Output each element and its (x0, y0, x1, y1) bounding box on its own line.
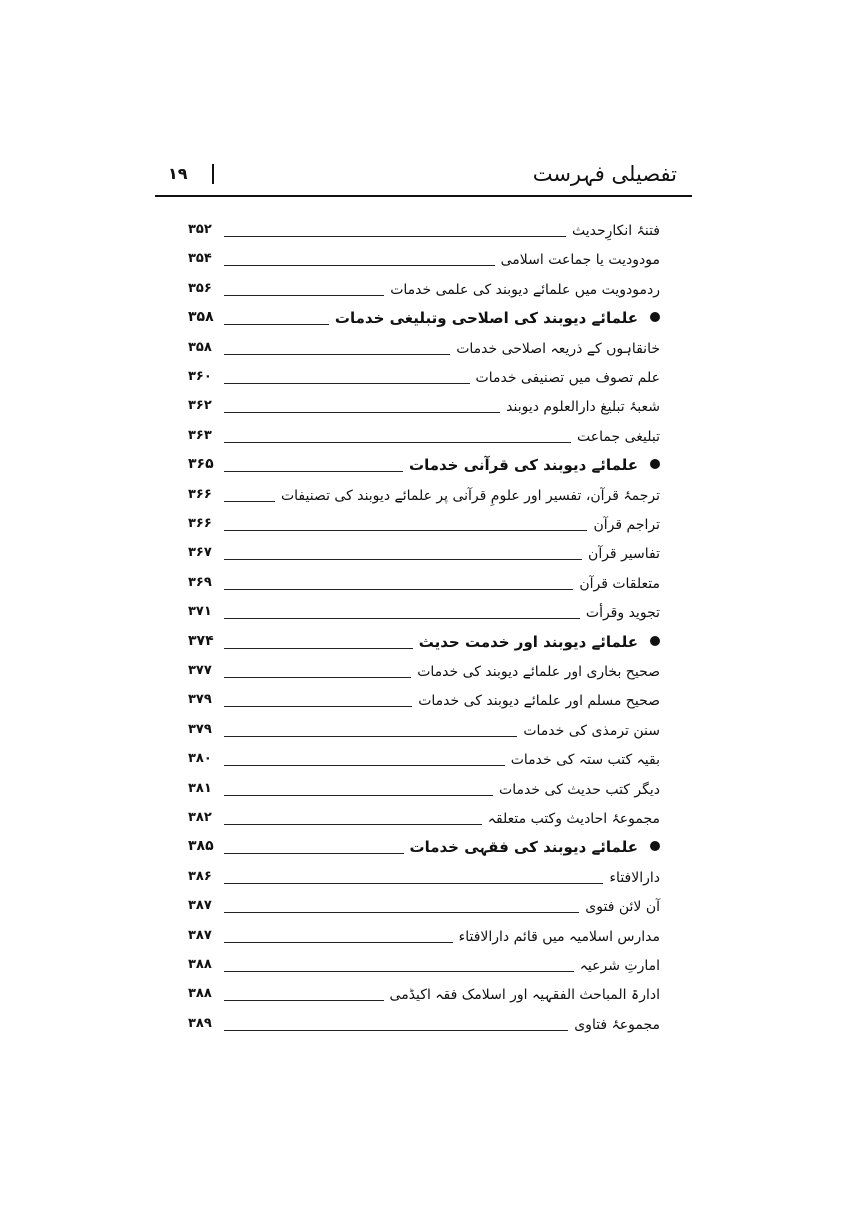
toc-page-number: ۳۵۸ (188, 309, 214, 326)
toc-entry[interactable] (180, 389, 660, 417)
toc-entry[interactable] (180, 595, 660, 623)
toc-leader-line (224, 853, 404, 854)
bullet-icon (650, 841, 660, 851)
toc-page-number: ۳۶۲ (188, 398, 212, 414)
toc-leader-line (224, 1000, 384, 1001)
toc-page-number: ۳۶۷ (188, 545, 212, 561)
toc-page-number: ۳۸۸ (188, 957, 212, 972)
toc-entry[interactable] (180, 977, 660, 1005)
toc-leader-line (224, 559, 582, 560)
toc-page-number: ۳۵۶ (188, 280, 212, 296)
toc-leader-line (224, 383, 470, 384)
toc-entry-title: فتنۂ انکارِحدیث (572, 223, 660, 239)
toc-entry-title: علم تصوف میں تصنیفی خدمات (475, 370, 660, 386)
toc-entry-title: صحیح مسلم اور علمائے دیوبند کی خدمات (418, 693, 660, 710)
toc-entry-title: دارالافتاء (609, 869, 660, 886)
toc-leader-line (224, 324, 329, 325)
toc-page-number: ۳۸۵ (188, 838, 214, 855)
toc-entry[interactable] (180, 801, 660, 829)
bullet-icon (650, 459, 660, 469)
toc-entry-title: صحیح بخاری اور علمائے دیوبند کی خدمات (417, 664, 660, 680)
toc-entry-title: ردمودویت میں علمائے دیوبند کی علمی خدمات (390, 281, 660, 298)
toc-entry-title: علمائے دیوبند کی قرآنی خدمات (409, 456, 638, 475)
toc-page-number: ۳۸۷ (188, 898, 212, 914)
toc-entry[interactable] (180, 683, 660, 711)
toc-page-number: ۳۷۱ (188, 604, 212, 620)
toc-leader-line (224, 412, 500, 413)
toc-entry[interactable] (180, 713, 660, 741)
toc-leader-line (224, 912, 579, 913)
toc-page-number: ۳۶۳ (188, 427, 212, 443)
toc-leader-line (224, 971, 574, 972)
toc-leader-line (224, 295, 384, 296)
toc-entry[interactable] (180, 360, 660, 388)
toc-page-number: ۳۵۴ (188, 251, 212, 267)
toc-entry[interactable] (180, 654, 660, 682)
toc-entry-title: آن لائن فتوی (585, 899, 660, 916)
toc-entry-title: مجموعۂ فتاوی (574, 1016, 660, 1033)
toc-leader-line (224, 795, 493, 796)
toc-page-number: ۳۷۴ (188, 632, 214, 649)
toc-entry[interactable] (180, 860, 660, 888)
toc-leader-line (224, 530, 587, 531)
toc-entry[interactable] (180, 919, 660, 947)
header-page-number: ۱۹ (168, 164, 188, 183)
toc-leader-line (224, 1030, 568, 1031)
toc-page-number: ۳۶۰ (188, 369, 212, 384)
bullet-icon (650, 312, 660, 322)
toc-entry-title: شعبۂ تبلیغ دارالعلوم دیوبند (506, 399, 660, 416)
toc-entry-title: تجوید وقرأت (585, 605, 660, 622)
toc-entry[interactable] (180, 507, 660, 535)
toc-entry[interactable] (180, 478, 660, 506)
bullet-icon (650, 636, 660, 646)
toc-entry[interactable] (180, 1007, 660, 1035)
toc-entry[interactable] (180, 889, 660, 917)
toc-page-number: ۳۸۶ (188, 868, 212, 884)
toc-entry-title: علمائے دیوبند اور خدمت حدیث (418, 632, 638, 651)
toc-page-number: ۳۶۵ (188, 456, 214, 473)
toc-entry[interactable] (180, 213, 660, 241)
toc-entry-title: سنن ترمذی کی خدمات (523, 722, 660, 739)
toc-page-number: ۳۶۹ (188, 574, 212, 590)
toc-entry-title: مدارس اسلامیہ میں قائم دارالافتاء (458, 928, 660, 945)
toc-entry[interactable] (180, 772, 660, 800)
header-title: تفصیلی فہرست (532, 162, 677, 186)
toc-page-number: ۳۸۲ (188, 810, 212, 825)
toc-page-number: ۳۷۹ (188, 692, 212, 708)
toc-entry[interactable] (180, 242, 660, 270)
toc-entry-title: امارتِ شرعیہ (579, 958, 660, 974)
toc-leader-line (224, 442, 571, 443)
toc-entry-title: بقیہ کتب ستہ کی خدمات (510, 752, 660, 769)
toc-leader-line (224, 883, 603, 884)
toc-entry[interactable] (180, 331, 660, 359)
toc-page-number: ۳۵۲ (188, 222, 212, 237)
toc-leader-line (224, 736, 517, 737)
toc-entry-title: علمائے دیوبند کی فقہی خدمات (409, 838, 638, 857)
toc-section-heading[interactable] (180, 448, 660, 476)
toc-leader-line (224, 765, 505, 766)
toc-leader-line (224, 589, 573, 590)
toc-page-number: ۳۷۷ (188, 663, 212, 678)
toc-page-number: ۳۶۶ (188, 486, 212, 502)
toc-entry[interactable] (180, 742, 660, 770)
toc-leader-line (224, 648, 413, 649)
toc-entry-title: ادارۃ المباحث الفقہیہ اور اسلامک فقہ اکیڈمی (389, 987, 660, 1004)
toc-page-number: ۳۸۹ (188, 1015, 212, 1031)
toc-entry-title: تراجم قرآن (593, 517, 660, 533)
toc-page-number: ۳۵۸ (188, 339, 212, 355)
toc-entry-title: متعلقات قرآن (579, 575, 660, 592)
toc-page-number: ۳۸۸ (188, 986, 212, 1002)
toc-entry-title: مجموعۂ احادیث وکتب متعلقہ (487, 811, 660, 827)
toc-section-heading[interactable] (180, 301, 660, 329)
toc-entry[interactable] (180, 948, 660, 976)
toc-entry-title: ترجمۂ قرآن، تفسیر اور علومِ قرآنی پر علمائے دیوبند کی تصنیفات (280, 487, 660, 504)
toc-entry[interactable] (180, 272, 660, 300)
toc-entry[interactable] (180, 536, 660, 564)
toc-page-number: ۳۶۶ (188, 516, 212, 531)
toc-entry[interactable] (180, 419, 660, 447)
toc-entry-title: تفاسیر قرآن (588, 546, 660, 563)
toc-leader-line (224, 618, 580, 619)
toc-entry-title: تبلیغی جماعت (577, 428, 660, 445)
toc-page-number: ۳۸۰ (188, 751, 212, 767)
toc-section-heading[interactable] (180, 625, 660, 653)
toc-entry[interactable] (180, 566, 660, 594)
toc-leader-line (224, 501, 275, 502)
toc-page-number: ۳۷۹ (188, 721, 212, 737)
toc-leader-line (224, 824, 482, 825)
toc-leader-line (224, 677, 411, 678)
toc-entry-title: علمائے دیوبند کی اصلاحی وتبلیغی خدمات (334, 309, 638, 328)
toc-leader-line (224, 942, 453, 943)
toc-page-number: ۳۸۷ (188, 927, 212, 943)
toc-leader-line (224, 236, 566, 237)
toc-entry-title: دیگر کتب حدیث کی خدمات (499, 781, 660, 798)
toc-leader-line (224, 265, 495, 266)
toc-entry-title: خانقاہوں کے ذریعہ اصلاحی خدمات (456, 340, 660, 357)
toc-leader-line (224, 354, 450, 355)
toc-leader-line (224, 471, 403, 472)
toc-page-number: ۳۸۱ (188, 780, 212, 796)
toc-leader-line (224, 706, 412, 707)
toc-section-heading[interactable] (180, 830, 660, 858)
toc-entry-title: مودودیت یا جماعت اسلامی (500, 252, 660, 269)
